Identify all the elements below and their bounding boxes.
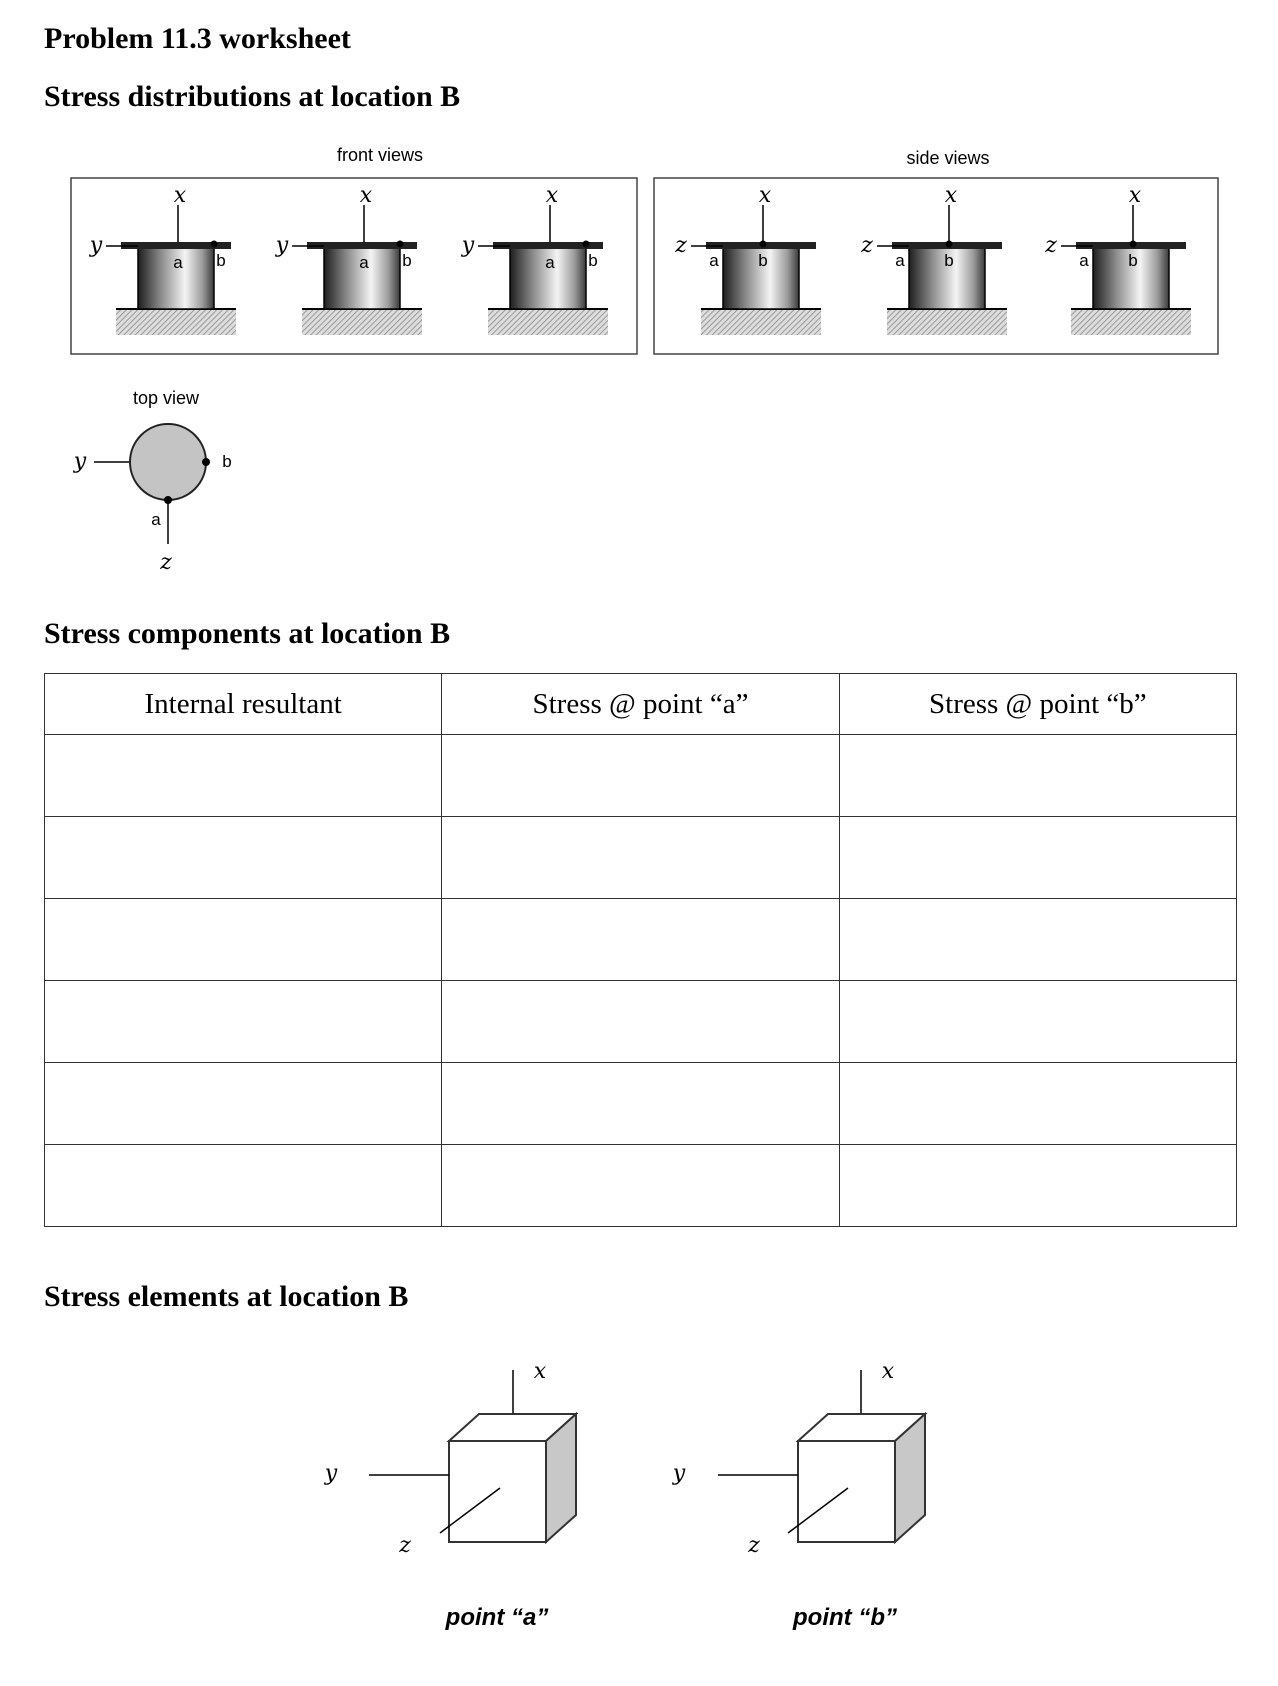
ground-hatch	[302, 309, 422, 335]
top-view-caption: top view	[132, 388, 200, 408]
point-a-label: a	[359, 253, 369, 272]
point-b-caption: point “b”	[793, 1604, 897, 1631]
x-axis-label: x	[1128, 183, 1142, 208]
ground-hatch	[701, 309, 821, 335]
top-view	[73, 388, 232, 575]
ground-hatch	[1071, 309, 1191, 335]
y-axis-label: y	[324, 1461, 338, 1486]
table-cell-input[interactable]	[442, 817, 839, 899]
x-axis-label: x	[173, 183, 187, 208]
z-axis-label: z	[748, 1533, 760, 1558]
x-axis-label: x	[758, 183, 772, 208]
worksheet-title: Problem 11.3 worksheet	[44, 22, 351, 55]
stress-element-a	[324, 1359, 576, 1631]
table-cell-input[interactable]	[442, 981, 839, 1063]
stress-distribution-diagrams	[0, 0, 1278, 590]
point-b-marker	[202, 458, 210, 466]
table-row	[45, 1145, 1237, 1227]
point-b-marker	[1130, 241, 1137, 248]
point-a-caption: point “a”	[445, 1604, 549, 1631]
point-a-label: a	[895, 251, 905, 270]
y-axis-label: y	[89, 233, 103, 258]
table-header-row	[45, 674, 1237, 735]
x-axis-label: x	[533, 1359, 547, 1384]
y-axis-label: y	[461, 233, 475, 258]
point-b-label: b	[216, 251, 226, 270]
z-axis-label: z	[1045, 233, 1057, 258]
table-cell-input[interactable]	[839, 817, 1236, 899]
z-axis-label: z	[160, 550, 172, 575]
table-cell-input[interactable]	[45, 899, 442, 981]
stress-element-diagrams	[0, 1340, 1278, 1680]
table-cell-input[interactable]	[442, 1145, 839, 1227]
point-a-label: a	[151, 510, 161, 529]
point-b-label: b	[758, 251, 768, 270]
front-view-1	[89, 183, 236, 335]
column-header-internal-resultant: Internal resultant	[45, 674, 442, 735]
table-row	[45, 817, 1237, 899]
point-b-marker	[760, 241, 767, 248]
table-cell-input[interactable]	[45, 1063, 442, 1145]
section-heading-distributions: Stress distributions at location B	[44, 80, 461, 113]
point-b-marker	[583, 241, 590, 248]
stress-element-b	[672, 1359, 925, 1631]
cube-front-face	[798, 1441, 895, 1542]
y-axis-label: y	[73, 449, 87, 474]
table-cell-input[interactable]	[442, 899, 839, 981]
point-b-marker	[946, 241, 953, 248]
x-axis-label: x	[545, 183, 559, 208]
table-row	[45, 1063, 1237, 1145]
front-view-3	[461, 183, 608, 335]
ground-hatch	[116, 309, 236, 335]
table-cell-input[interactable]	[839, 1063, 1236, 1145]
point-a-label: a	[173, 253, 183, 272]
side-view-1	[674, 183, 821, 335]
side-view-3	[1044, 183, 1191, 335]
point-a-label: a	[709, 251, 719, 270]
z-axis-label: z	[399, 1533, 411, 1558]
x-axis-label: x	[359, 183, 373, 208]
cube-front-face	[449, 1441, 546, 1542]
table-row	[45, 981, 1237, 1063]
side-views-caption: side views	[906, 148, 990, 168]
section-heading-components: Stress components at location B	[44, 617, 451, 650]
point-a-label: a	[545, 253, 555, 272]
point-b-label: b	[402, 251, 412, 270]
table-cell-input[interactable]	[45, 735, 442, 817]
table-cell-input[interactable]	[839, 899, 1236, 981]
z-axis-label: z	[675, 233, 687, 258]
table-cell-input[interactable]	[839, 981, 1236, 1063]
ground-hatch	[887, 309, 1007, 335]
y-axis-label: y	[672, 1461, 686, 1486]
point-b-label: b	[944, 251, 954, 270]
table-cell-input[interactable]	[45, 817, 442, 899]
point-b-label: b	[588, 251, 598, 270]
x-axis-label: x	[881, 1359, 895, 1384]
front-view-2	[275, 183, 422, 335]
section-heading-elements: Stress elements at location B	[44, 1280, 409, 1313]
table-cell-input[interactable]	[442, 1063, 839, 1145]
x-axis-label: x	[944, 183, 958, 208]
column-header-stress-point-a: Stress @ point “a”	[442, 674, 839, 735]
cross-section-circle	[130, 424, 206, 500]
table-cell-input[interactable]	[45, 1145, 442, 1227]
front-views-caption: front views	[336, 145, 424, 165]
stress-components-table	[44, 673, 1237, 1227]
point-b-label: b	[1128, 251, 1138, 270]
table-row	[45, 899, 1237, 981]
table-row	[45, 735, 1237, 817]
point-a-label: a	[1079, 251, 1089, 270]
ground-hatch	[488, 309, 608, 335]
point-b-marker	[211, 241, 218, 248]
z-axis-label: z	[861, 233, 873, 258]
table-cell-input[interactable]	[442, 735, 839, 817]
point-b-label: b	[222, 452, 232, 471]
table-cell-input[interactable]	[45, 981, 442, 1063]
table-cell-input[interactable]	[839, 735, 1236, 817]
y-axis-label: y	[275, 233, 289, 258]
side-view-2	[860, 183, 1007, 335]
table-cell-input[interactable]	[839, 1145, 1236, 1227]
point-b-marker	[397, 241, 404, 248]
column-header-stress-point-b: Stress @ point “b”	[839, 674, 1236, 735]
